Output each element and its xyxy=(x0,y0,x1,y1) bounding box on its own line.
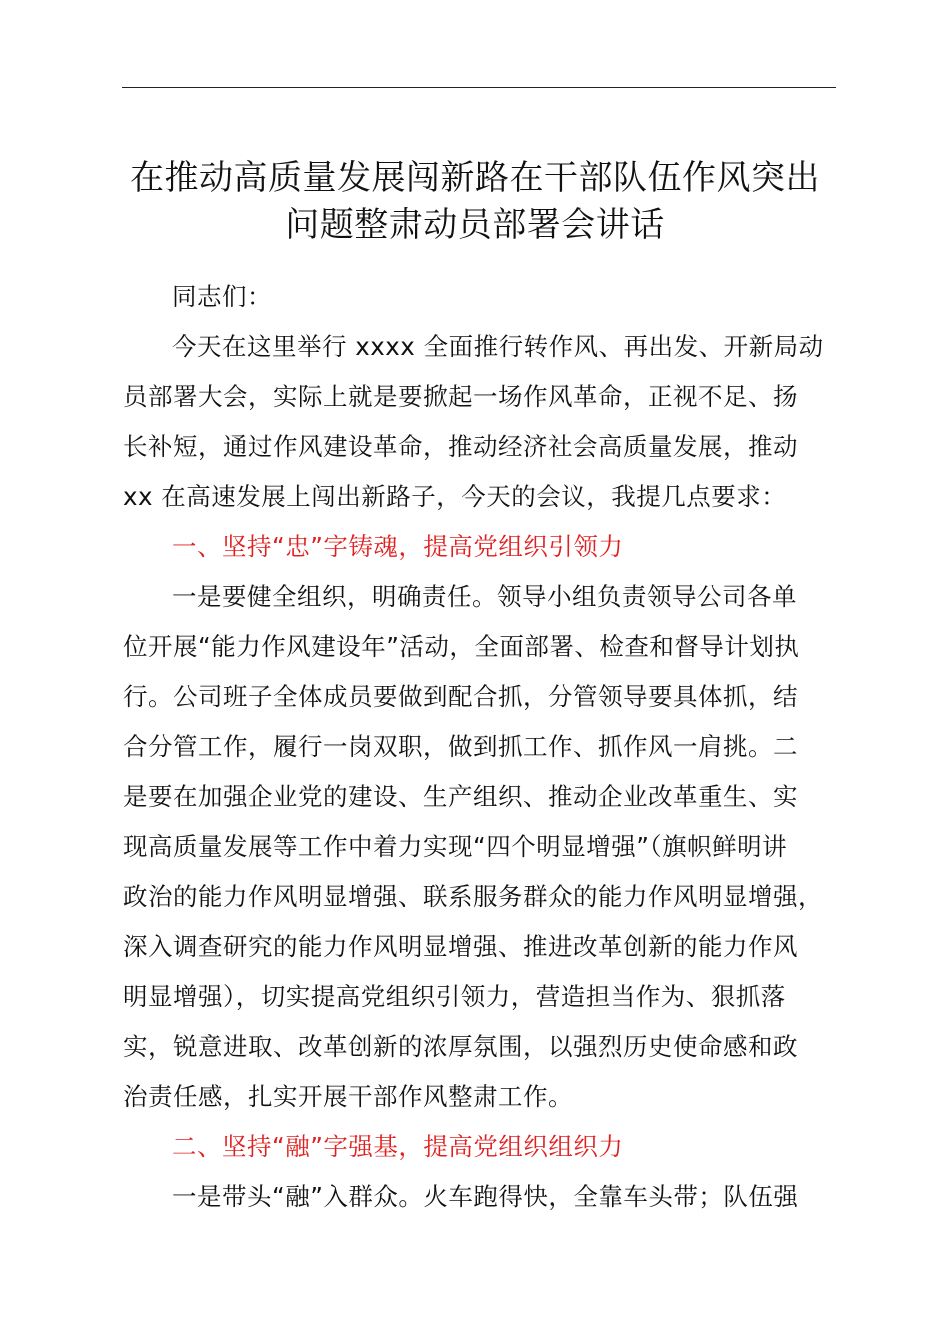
intro-line: 今天在这里举行 xxxx 全面推行转作风、再出发、开新局动 xyxy=(172,332,824,361)
section-1-line: 深入调查研究的能力作风明显增强、推进改革创新的能力作风 xyxy=(123,932,798,961)
section-1-heading-text: 一、坚持“忠”字铸魂，提高党组织引领力 xyxy=(172,532,624,561)
section-1-line: 位开展“能力作风建设年”活动，全面部署、检查和督导计划执 xyxy=(123,632,800,661)
salutation-text: 同志们： xyxy=(172,282,272,311)
intro-paragraph xyxy=(123,322,839,522)
salutation xyxy=(123,272,839,322)
section-2-line: 一是带头“融”入群众。火车跑得快，全靠车头带；队伍强 xyxy=(172,1182,799,1211)
section-1-paragraph xyxy=(123,572,839,1122)
header-rule xyxy=(122,87,836,88)
document-title-line-1: 在推动高质量发展闯新路在干部队伍作风突出 xyxy=(130,158,820,198)
intro-line: 长补短，通过作风建设革命，推动经济社会高质量发展，推动 xyxy=(123,432,798,461)
section-1-line: 一是要健全组织，明确责任。领导小组负责领导公司各单 xyxy=(172,582,797,611)
section-1-line: 实，锐意进取、改革创新的浓厚氛围，以强烈历史使命感和政 xyxy=(123,1032,798,1061)
section-1-line: 明显增强），切实提高党组织引领力，营造担当作为、狠抓落 xyxy=(123,982,786,1011)
section-1-line: 治责任感，扎实开展干部作风整肃工作。 xyxy=(123,1082,573,1111)
section-2-paragraph xyxy=(123,1172,839,1222)
document-body xyxy=(123,272,839,1222)
section-2-heading xyxy=(123,1122,839,1172)
intro-line: xx 在高速发展上闯出新路子，今天的会议，我提几点要求： xyxy=(123,482,787,511)
section-1-line: 政治的能力作风明显增强、联系服务群众的能力作风明显增强， xyxy=(123,882,823,911)
section-1-heading xyxy=(123,522,839,572)
section-1-line: 行。公司班子全体成员要做到配合抓，分管领导要具体抓，结 xyxy=(123,682,798,711)
document-title-line-2: 问题整肃动员部署会讲话 xyxy=(285,205,665,245)
section-1-line: 合分管工作，履行一岗双职，做到抓工作、抓作风一肩挑。二 xyxy=(123,732,798,761)
section-2-heading-text: 二、坚持“融”字强基，提高党组织组织力 xyxy=(172,1132,624,1161)
section-1-line: 现高质量发展等工作中着力实现“四个明显增强”（旗帜鲜明讲 xyxy=(123,832,788,861)
section-1-line: 是要在加强企业党的建设、生产组织、推动企业改革重生、实 xyxy=(123,782,798,811)
intro-line: 员部署大会，实际上就是要掀起一场作风革命，正视不足、扬 xyxy=(123,382,798,411)
